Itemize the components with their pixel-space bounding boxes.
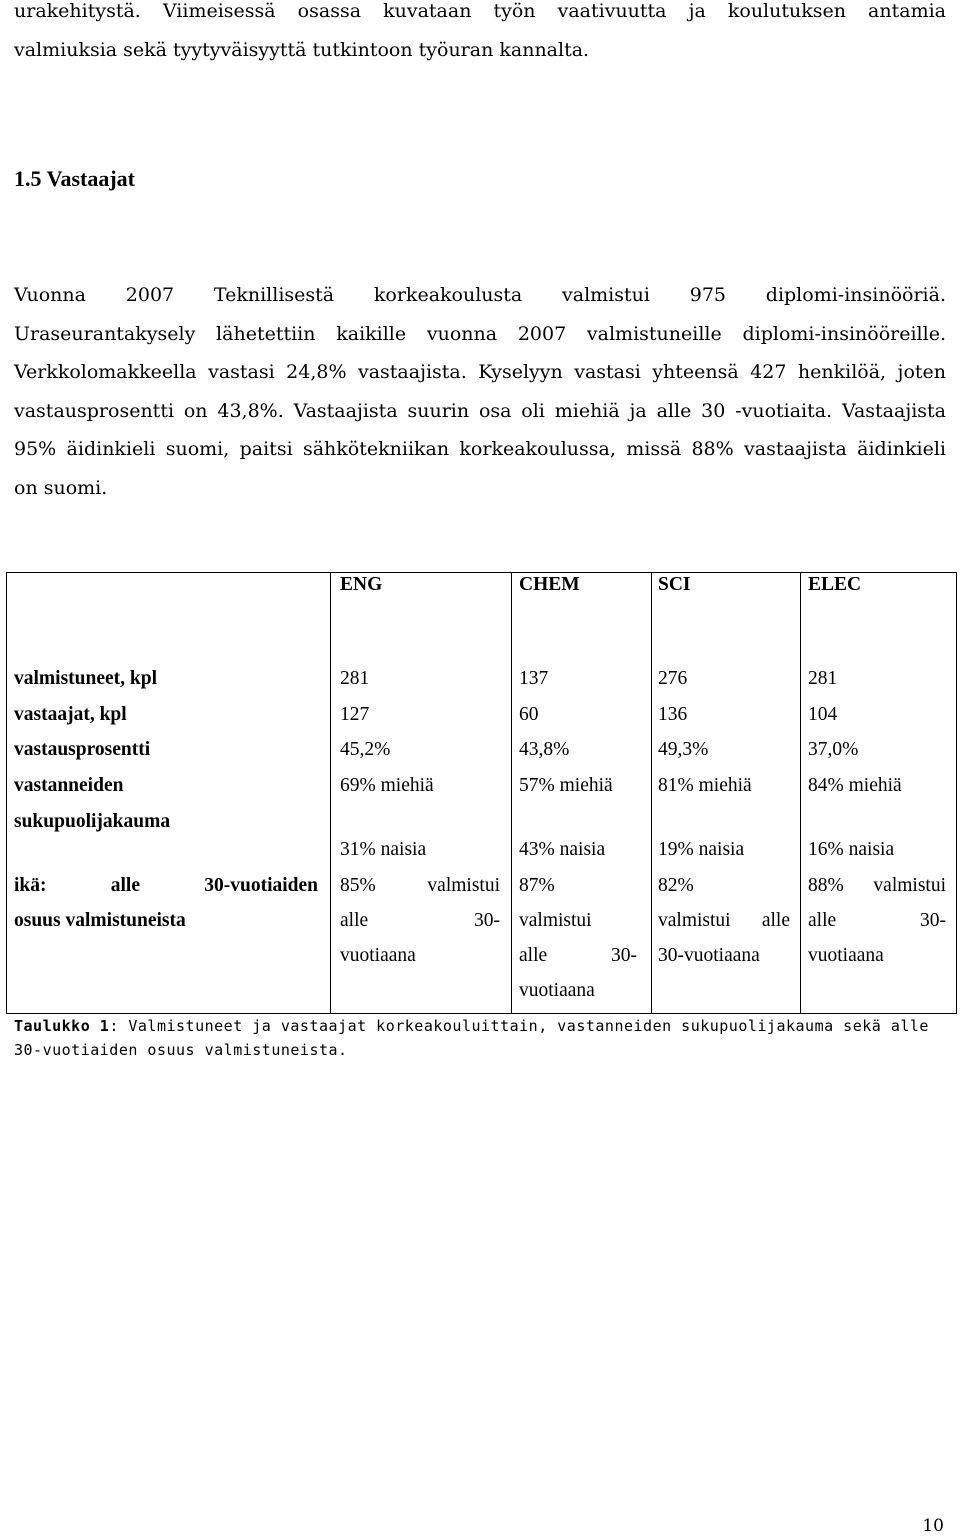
table-cell: 81% miehiä bbox=[658, 775, 752, 796]
age-cell-sci bbox=[658, 868, 790, 973]
row-label-age-line: ikä: alle 30-vuotiaiden bbox=[14, 875, 318, 896]
table-cell: 31% naisia bbox=[340, 839, 427, 860]
cell-line: alle 30- bbox=[519, 945, 637, 966]
body-line: 95% äidinkieli suomi, paitsi sähkötekniikan korkeakoulussa, missä 88% vastaajista äidinkieli bbox=[14, 438, 946, 460]
intro-line: urakehitystä. Viimeisessä osassa kuvataan työn vaativuutta ja koulutuksen antamia bbox=[14, 0, 946, 22]
table-border bbox=[6, 572, 7, 1014]
cell-line: 30-vuotiaana bbox=[658, 945, 760, 966]
cell-line: valmistui bbox=[519, 910, 592, 931]
table-cell: 45,2% bbox=[340, 739, 391, 760]
age-cell-elec bbox=[808, 868, 946, 973]
respondents-table bbox=[6, 572, 957, 1014]
row-label-respondents: vastaajat, kpl bbox=[14, 704, 127, 725]
table-cell: 127 bbox=[340, 704, 370, 725]
cell-line: vuotiaana bbox=[340, 945, 416, 966]
row-label-response-rate: vastausprosentti bbox=[14, 739, 151, 760]
cell-line: 87% bbox=[519, 875, 555, 896]
table-cell: 16% naisia bbox=[808, 839, 895, 860]
cell-line: 88% valmistui bbox=[808, 875, 946, 896]
body-line: on suomi. bbox=[14, 476, 108, 499]
table-divider bbox=[651, 572, 652, 1014]
column-header-elec: ELEC bbox=[808, 574, 862, 595]
row-label-gender: sukupuolijakauma bbox=[14, 811, 171, 832]
table-cell: 43% naisia bbox=[519, 839, 606, 860]
cell-line: valmistui alle bbox=[658, 910, 790, 931]
body-line: vastausprosentti on 43,8%. Vastaajista suurin osa oli miehiä ja alle 30 -vuotiaita. Vastaajista bbox=[14, 399, 946, 422]
cell-line: vuotiaana bbox=[519, 980, 595, 1001]
table-cell: 37,0% bbox=[808, 739, 859, 760]
intro-line: valmiuksia sekä tyytyväisyyttä tutkintoon työuran kannalta. bbox=[14, 38, 590, 61]
row-label-gender: vastanneiden bbox=[14, 775, 124, 796]
table-divider bbox=[800, 572, 801, 1014]
body-line: Vuonna 2007 Teknillisestä korkeakoulusta valmistui 975 diplomi-insinööriä. bbox=[14, 284, 946, 306]
cell-line: 82% bbox=[658, 875, 694, 896]
column-header-eng: ENG bbox=[340, 574, 383, 595]
table-cell: 49,3% bbox=[658, 739, 709, 760]
table-cell: 276 bbox=[658, 668, 688, 689]
table-cell: 281 bbox=[808, 668, 838, 689]
cell-line: alle 30- bbox=[808, 910, 946, 931]
table-divider bbox=[330, 572, 331, 1014]
table-cell: 57% miehiä bbox=[519, 775, 613, 796]
table-cell: 69% miehiä bbox=[340, 775, 434, 796]
table-cell: 104 bbox=[808, 704, 838, 725]
body-paragraph bbox=[14, 276, 946, 507]
column-header-chem: CHEM bbox=[519, 574, 580, 595]
table-cell: 281 bbox=[340, 668, 370, 689]
table-cell: 60 bbox=[519, 704, 539, 725]
table-cell: 84% miehiä bbox=[808, 775, 902, 796]
row-label-age bbox=[14, 868, 318, 938]
cell-line: vuotiaana bbox=[808, 945, 884, 966]
age-cell-eng bbox=[340, 868, 500, 973]
caption-text: : Valmistuneet ja vastaajat korkeakouluittain, vastanneiden sukupuolijakauma sekä alle 30-vuotiaiden osuus valmistuneista. bbox=[14, 1017, 929, 1059]
cell-line: 85% valmistui bbox=[340, 875, 500, 896]
body-line: Verkkolomakkeella vastasi 24,8% vastaajista. Kyselyyn vastasi yhteensä 427 henkilöä, joten bbox=[14, 361, 946, 383]
caption-label: Taulukko 1 bbox=[14, 1017, 110, 1035]
table-cell: 137 bbox=[519, 668, 549, 689]
page-number: 10 bbox=[922, 1516, 944, 1536]
cell-line: alle 30- bbox=[340, 910, 500, 931]
table-cell: 43,8% bbox=[519, 739, 570, 760]
table-cell: 136 bbox=[658, 704, 688, 725]
row-label-graduated: valmistuneet, kpl bbox=[14, 668, 158, 689]
row-label-age-line: osuus valmistuneista bbox=[14, 910, 186, 931]
table-divider bbox=[511, 572, 512, 1014]
column-header-sci: SCI bbox=[658, 574, 691, 595]
table-caption bbox=[14, 1014, 944, 1062]
body-line: Uraseurantakysely lähetettiin kaikille vuonna 2007 valmistuneille diplomi-insinööreille. bbox=[14, 322, 946, 345]
table-border bbox=[956, 572, 957, 1014]
age-cell-chem bbox=[519, 868, 637, 1008]
table-cell: 19% naisia bbox=[658, 839, 745, 860]
intro-paragraph bbox=[14, 0, 946, 69]
section-heading: 1.5 Vastaajat bbox=[14, 166, 136, 191]
